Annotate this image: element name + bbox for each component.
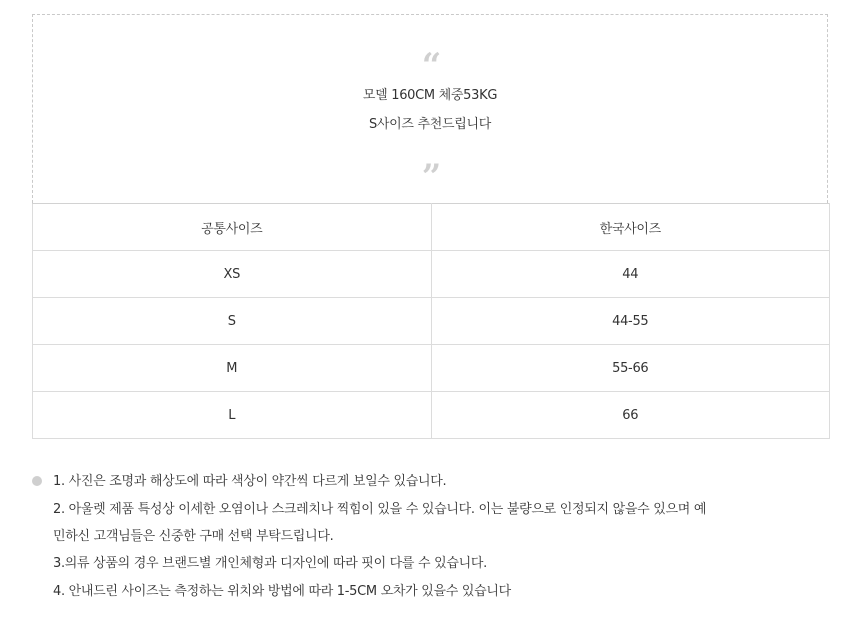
korean-size-cell: 66 — [431, 392, 830, 439]
close-quote-icon: ” — [421, 157, 439, 197]
korean-size-cell: 55-66 — [431, 345, 830, 392]
notice-item-outlet-cont: 민하신 고객님들은 신중한 구매 선택 부탁드립니다. — [53, 529, 334, 544]
table-row — [33, 392, 830, 439]
table-header-row — [33, 204, 830, 251]
model-measurements: 모델 160CM 체중53KG — [362, 88, 498, 103]
size-chart-table — [32, 203, 830, 439]
table-row — [33, 251, 830, 298]
common-size-cell: M — [33, 345, 432, 392]
common-size-cell: L — [33, 392, 432, 439]
model-info-box — [32, 14, 828, 203]
notice-item-measure: 4. 안내드린 사이즈는 측정하는 위치와 방법에 따라 1-5CM 오차가 있을수 있습니다 — [53, 584, 511, 599]
open-quote-icon: “ — [421, 46, 439, 86]
size-recommendation: S사이즈 추천드립니다 — [368, 117, 492, 132]
common-size-cell: XS — [33, 251, 432, 298]
header-korean-size: 한국사이즈 — [431, 204, 830, 251]
notice-item-color: 1. 사진은 조명과 해상도에 따라 색상이 약간씩 다르게 보일수 있습니다. — [53, 474, 447, 489]
table-row — [33, 298, 830, 345]
korean-size-cell: 44-55 — [431, 298, 830, 345]
korean-size-cell: 44 — [431, 251, 830, 298]
header-common-size: 공통사이즈 — [33, 204, 432, 251]
table-row — [33, 345, 830, 392]
common-size-cell: S — [33, 298, 432, 345]
bullet-dot-icon — [32, 476, 42, 486]
notice-item-outlet: 2. 아울렛 제품 특성상 이세한 오염이나 스크레치나 찍힘이 있을 수 있습니다. 이는 불량으로 인정되지 않을수 있으며 예 — [53, 502, 707, 517]
notice-item-fit: 3.의류 상품의 경우 브랜드별 개인체형과 디자인에 따라 핏이 다를 수 있습니다. — [53, 556, 487, 571]
